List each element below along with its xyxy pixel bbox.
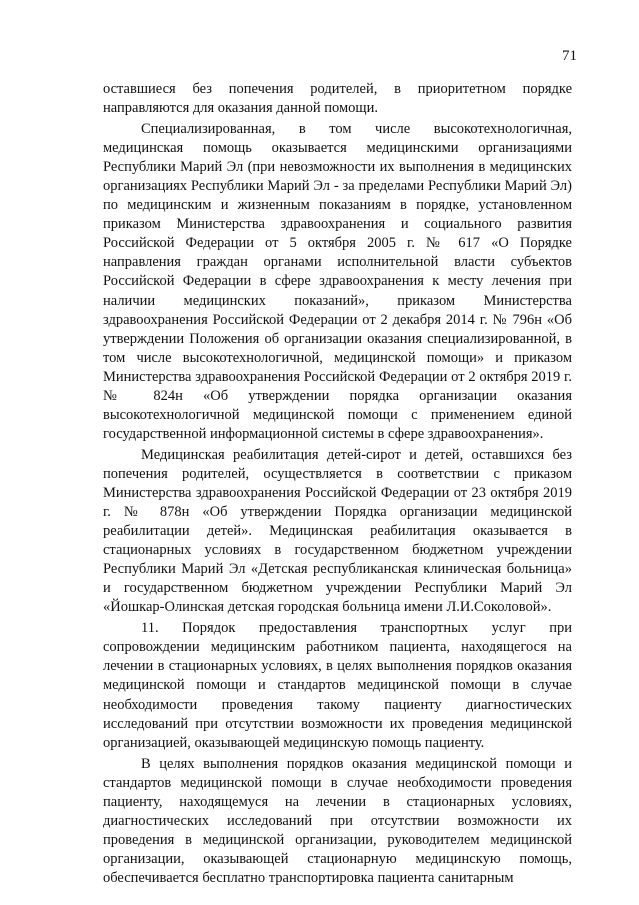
paragraph-2: Специализированная, в том числе высокотехнологичная, медицинская помощь оказывается медицинскими организациями Республики Марий Эл (при невозможности их выполнения в медицинских организациях Республики Марий Эл - за пределами Республики Марий Эл) по медицинским и жизненным показаниям в порядке, установленном приказом Министерства здравоохранения и социального развития Российской Федерации от 5 октября 2005 г. № 617 «О Порядке направления граждан органами исполнительной власти субъектов Российской Федерации в сфере здравоохранения к месту лечения при наличии медицинских показаний», приказом Министерства здравоохранения Российской Федерации от 2 декабря 2014 г. № 796н «Об утверждении Положения об организации оказания специализированной, в том числе высокотехнологичной, медицинской помощи» и приказом Министерства здравоохранения Российской Федерации от 2 октября 2019 г. № 824н «Об утверждении порядка организации оказания высокотехнологичной медицинской помощи с применением единой государственной информационной системы в сфере здравоохранения». [103, 121, 572, 442]
paragraph-4: 11. Порядок предоставления транспортных услуг при сопровождении медицинским работником пациента, находящегося на лечении в стационарных условиях, в целях выполнения порядков оказания медицинской помощи и стандартов медицинской помощи в случае необходимости проведения такому пациенту диагностических исследований при отсутствии возможности их проведения медицинской организацией, оказывающей медицинскую помощь пациенту. [103, 620, 572, 751]
paragraph-5: В целях выполнения порядков оказания медицинской помощи и стандартов медицинской помощи в случае необходимости проведения пациенту, находящемуся на лечении в стационарных условиях, диагностических исследований при отсутствии возможности их проведения в медицинской организации, руководителем медицинской организации, оказывающей стационарную медицинскую помощь, обеспечивается бесплатно транспортировка пациента санитарным [103, 755, 572, 886]
paragraph-3: Медицинская реабилитация детей-сирот и детей, оставшихся без попечения родителей, осуществляется в соответствии с приказом Министерства здравоохранения Российской Федерации от 23 октября 2019 г. № 878н «Об утверждении Порядка организации медицинской реабилитации детей». Медицинская реабилитация оказывается в стационарных условиях в государственном бюджетном учреждении Республики Марий Эл «Детская республиканская клиническая больница» и государственном бюджетном учреждении Республики Марий Эл «Йошкар-Олинская детская городская больница имени Л.И.Соколовой». [103, 446, 572, 616]
page-number: 71 [562, 48, 577, 64]
paragraph-1: оставшиеся без попечения родителей, в приоритетном порядке направляются для оказания данной помощи. [103, 81, 572, 117]
document-body [103, 80, 572, 888]
